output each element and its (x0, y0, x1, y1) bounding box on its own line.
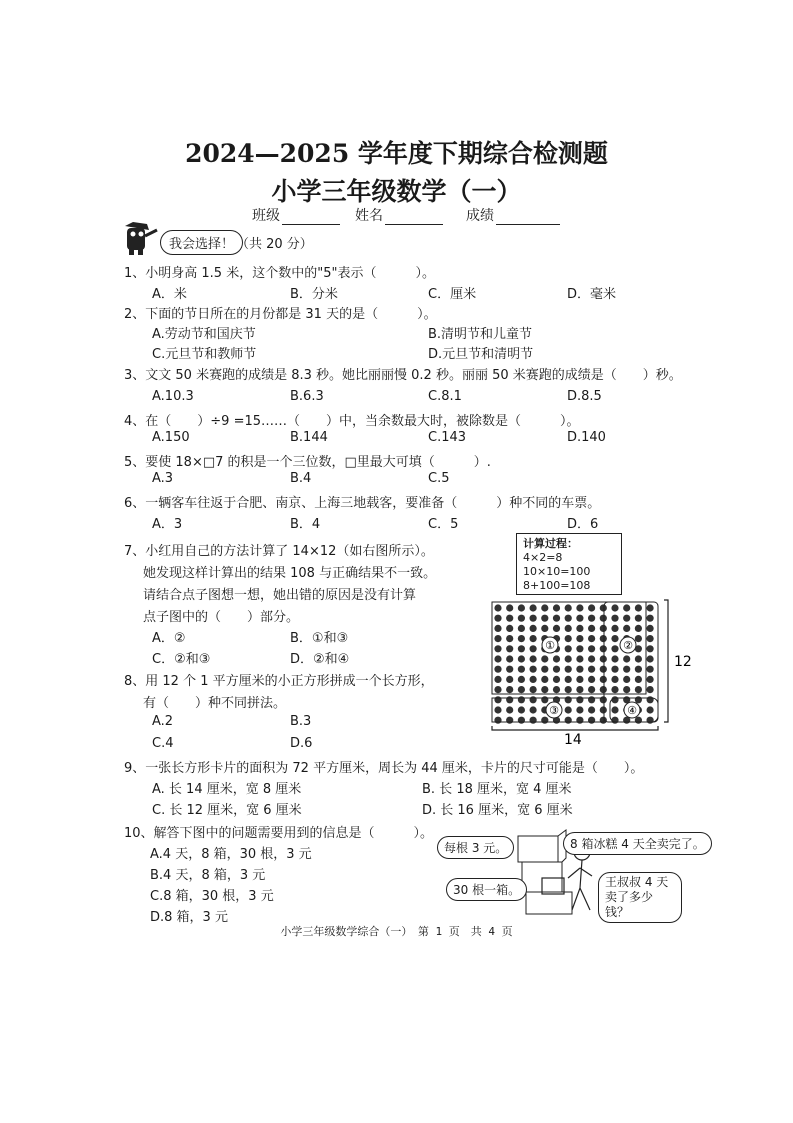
grid-dot (647, 604, 654, 611)
grid-dot (494, 645, 501, 652)
height-label: 12 (674, 654, 692, 670)
page-footer: 小学三年级数学综合（一） 第 1 页 共 4 页 (280, 925, 513, 938)
grid-dot (506, 666, 513, 673)
grid-dot (635, 686, 642, 693)
grid-dot (600, 676, 607, 683)
grid-dot (611, 625, 618, 632)
grid-dot (647, 625, 654, 632)
calc-line: 8+100=108 (523, 579, 591, 592)
grid-dot (494, 717, 501, 724)
section-score: （共 20 分） (236, 237, 313, 252)
grid-dot (506, 676, 513, 683)
grid-dot (588, 676, 595, 683)
grid-dot (611, 615, 618, 622)
dot-grid-figure (488, 598, 698, 748)
grid-dot (588, 625, 595, 632)
grid-dot (588, 666, 595, 673)
grid-dot (506, 645, 513, 652)
grid-dot (600, 717, 607, 724)
grid-dot (611, 696, 618, 703)
grid-dot (611, 706, 618, 713)
grid-dot (611, 676, 618, 683)
grid-dot (647, 645, 654, 652)
calculation-box (516, 533, 622, 595)
q2-option-d: D.元旦节和清明节 (428, 347, 534, 362)
q4-option-b: B.144 (290, 430, 328, 445)
q8-option-a: A.2 (152, 714, 174, 729)
q8-option-b: B.3 (290, 714, 312, 729)
grid-dot (635, 717, 642, 724)
name-label: 姓名 (355, 208, 383, 224)
q7-option-c: C．②和③ (152, 652, 211, 667)
grid-dot (647, 717, 654, 724)
region-1-label: ① (545, 639, 555, 652)
grid-dot (553, 655, 560, 662)
grid-dot (635, 655, 642, 662)
grid-dot (553, 666, 560, 673)
calc-title: 计算过程： (523, 537, 578, 550)
grid-dot (530, 696, 537, 703)
q9-option-b: B. 长 18 厘米，宽 4 厘米 (422, 782, 572, 797)
grid-dot (623, 676, 630, 683)
question-9-stem: 9、一张长方形卡片的面积为 72 平方厘米，周长为 44 厘米，卡片的尺寸可能是（ ）。 (124, 761, 644, 776)
grid-dot (647, 635, 654, 642)
name-field (355, 205, 443, 225)
grid-dot (565, 645, 572, 652)
q1-option-b: B．分米 (290, 287, 338, 302)
score-blank (496, 210, 560, 225)
q3-option-c: C.8.1 (428, 389, 462, 404)
grid-dot (530, 604, 537, 611)
grid-dot (588, 717, 595, 724)
grid-dot (518, 604, 525, 611)
q3-option-b: B.6.3 (290, 389, 324, 404)
grid-dot (647, 696, 654, 703)
grid-dot (576, 666, 583, 673)
grid-dot (541, 604, 548, 611)
question-6-stem: 6、一辆客车往返于合肥、南京、上海三地载客，要准备（ ）种不同的车票。 (124, 496, 601, 511)
grid-dot (518, 696, 525, 703)
grid-dot (635, 696, 642, 703)
region-3-label: ③ (549, 704, 559, 717)
q6-option-a: A．3 (152, 517, 183, 532)
q1-option-d: D．毫米 (567, 287, 617, 302)
question-8-line-1: 8、用 12 个 1 平方厘米的小正方形拼成一个长方形， (124, 674, 434, 689)
grid-dot (565, 604, 572, 611)
q9-option-a: A. 长 14 厘米，宽 8 厘米 (152, 782, 302, 797)
grid-dot (600, 706, 607, 713)
grid-dot (541, 676, 548, 683)
grid-dot (647, 706, 654, 713)
grid-dot (623, 604, 630, 611)
grid-dot (576, 686, 583, 693)
grid-dot (553, 625, 560, 632)
question-1-stem: 1、小明身高 1.5 米，这个数中的"5"表示（ ）。 (124, 266, 435, 281)
grid-dot (647, 655, 654, 662)
grid-dot (576, 635, 583, 642)
q2-option-a: A.劳动节和国庆节 (152, 327, 256, 342)
section-bubble: 我会选择！ (160, 230, 243, 255)
grid-dot (494, 625, 501, 632)
grid-dot (588, 615, 595, 622)
grid-dot (588, 655, 595, 662)
grid-dot (576, 625, 583, 632)
grid-dot (635, 615, 642, 622)
q6-option-b: B．4 (290, 517, 321, 532)
grid-dot (600, 696, 607, 703)
q4-option-d: D.140 (567, 430, 606, 445)
grid-dot (541, 615, 548, 622)
name-blank (385, 210, 443, 225)
question-4-stem: 4、在（ ）÷9 =15……（ ）中，当余数最大时，被除数是（ ）。 (124, 414, 580, 429)
q4-option-a: A.150 (152, 430, 190, 445)
grid-dot (623, 655, 630, 662)
grid-dot (611, 686, 618, 693)
grid-dot (530, 615, 537, 622)
question-3-stem: 3、文文 50 米赛跑的成绩是 8.3 秒。她比丽丽慢 0.2 秒。丽丽 50 米赛跑的成绩是（ ）秒。 (124, 368, 682, 383)
class-field (252, 205, 340, 225)
grid-dot (518, 666, 525, 673)
grid-dot (600, 615, 607, 622)
q8-option-d: D.6 (290, 736, 313, 751)
grid-dot (530, 645, 537, 652)
grid-dot (647, 666, 654, 673)
grid-dot (494, 676, 501, 683)
q7-option-a: A．② (152, 631, 186, 646)
width-label: 14 (564, 732, 582, 748)
grid-dot (541, 696, 548, 703)
width-bracket (492, 726, 658, 730)
grid-dot (541, 625, 548, 632)
question-8-line-2: 有（ ）种不同拼法。 (143, 696, 287, 711)
grid-dot (576, 604, 583, 611)
grid-dot (588, 604, 595, 611)
grid-dot (518, 706, 525, 713)
grid-dot (611, 666, 618, 673)
grid-dot (565, 686, 572, 693)
question-5-stem: 5、要使 18×□7 的积是一个三位数，□里最大可填（ ）. (124, 455, 491, 470)
grid-dot (494, 706, 501, 713)
score-label: 成绩 (466, 208, 494, 224)
grid-dot (541, 717, 548, 724)
q5-option-a: A.3 (152, 471, 174, 486)
grid-dot (635, 676, 642, 683)
grid-dot (506, 615, 513, 622)
q9-option-d: D. 长 16 厘米，宽 6 厘米 (422, 803, 573, 818)
grid-dot (600, 635, 607, 642)
grid-dot (647, 676, 654, 683)
grid-dot (541, 686, 548, 693)
grid-dot (565, 706, 572, 713)
question-2-stem: 2、下面的节日所在的月份都是 31 天的是（ ）。 (124, 307, 437, 322)
q8-option-c: C.4 (152, 736, 174, 751)
question-bubble: 王叔叔 4 天卖了多少钱？ (598, 872, 682, 923)
question-7-line-2: 她发现这样计算出的结果 108 与正确结果不一致。 (143, 566, 437, 581)
grid-dot (588, 635, 595, 642)
q10-option-b: B.4 天，8 箱，3 元 (150, 868, 266, 883)
grid-dot (553, 676, 560, 683)
grid-dot (494, 635, 501, 642)
q3-option-d: D.8.5 (567, 389, 602, 404)
grid-dot (506, 604, 513, 611)
class-label: 班级 (252, 208, 280, 224)
q10-option-d: D.8 箱，3 元 (150, 910, 228, 925)
grid-dot (588, 706, 595, 713)
grid-dot (647, 615, 654, 622)
boxes-sold-bubble: 8 箱冰糕 4 天全卖完了。 (563, 832, 712, 855)
height-bracket (664, 600, 668, 722)
grid-dot (494, 666, 501, 673)
grid-dot (635, 604, 642, 611)
exam-subtitle: 小学三年级数学（一） (271, 177, 522, 206)
grid-dot (623, 666, 630, 673)
grid-dot (576, 706, 583, 713)
q10-option-a: A.4 天，8 箱，30 根，3 元 (150, 847, 312, 862)
region-4-label: ④ (627, 704, 637, 717)
question-7-line-3: 请结合点子图想一想，她出错的原因是没有计算 (143, 588, 417, 603)
grid-dot (565, 666, 572, 673)
mascot-icon (121, 222, 161, 256)
grid-dot (530, 655, 537, 662)
grid-dot (600, 625, 607, 632)
q4-option-c: C.143 (428, 430, 467, 445)
grid-dot (576, 645, 583, 652)
grid-dot (647, 686, 654, 693)
q1-option-c: C．厘米 (428, 287, 477, 302)
q10-option-c: C.8 箱，30 根，3 元 (150, 889, 274, 904)
grid-dot (588, 696, 595, 703)
grid-dot (576, 676, 583, 683)
grid-dot (600, 655, 607, 662)
grid-dot (530, 666, 537, 673)
q9-option-c: C. 长 12 厘米，宽 6 厘米 (152, 803, 302, 818)
q6-option-c: C．5 (428, 517, 459, 532)
grid-dot (576, 717, 583, 724)
grid-dot (553, 604, 560, 611)
q5-option-b: B.4 (290, 471, 312, 486)
grid-dot (565, 615, 572, 622)
grid-dot (553, 615, 560, 622)
grid-dot (588, 686, 595, 693)
grid-dot (635, 635, 642, 642)
grid-dot (506, 686, 513, 693)
grid-dot (576, 655, 583, 662)
grid-dot (576, 696, 583, 703)
grid-dot (623, 615, 630, 622)
calc-line: 4×2=8 (523, 551, 563, 564)
grid-dot (565, 625, 572, 632)
grid-dot (530, 717, 537, 724)
q7-option-d: D．②和④ (290, 652, 350, 667)
grid-dot (588, 645, 595, 652)
q2-option-c: C.元旦节和教师节 (152, 347, 257, 362)
grid-dot (530, 706, 537, 713)
grid-dot (565, 717, 572, 724)
grid-dot (623, 686, 630, 693)
grid-dot (635, 666, 642, 673)
per-box-bubble: 30 根一箱。 (446, 878, 527, 901)
grid-dot (600, 604, 607, 611)
question-10-stem: 10、解答下图中的问题需要用到的信息是（ ）。 (124, 826, 434, 841)
grid-dot (518, 717, 525, 724)
grid-dot (518, 686, 525, 693)
grid-dot (494, 686, 501, 693)
grid-dot (611, 645, 618, 652)
grid-dot (518, 645, 525, 652)
grid-dot (518, 655, 525, 662)
q7-option-b: B．①和③ (290, 631, 349, 646)
q3-option-a: A.10.3 (152, 389, 194, 404)
grid-dot (494, 615, 501, 622)
grid-dot (576, 615, 583, 622)
grid-dot (506, 635, 513, 642)
grid-dot (518, 635, 525, 642)
grid-dot (611, 604, 618, 611)
grid-dot (518, 615, 525, 622)
grid-dot (518, 676, 525, 683)
grid-dot (623, 625, 630, 632)
grid-dot (553, 686, 560, 693)
grid-dot (565, 655, 572, 662)
grid-dot (530, 686, 537, 693)
grid-dot (506, 717, 513, 724)
exam-title: 2024—2025 学年度下期综合检测题 (185, 139, 608, 168)
grid-dot (565, 696, 572, 703)
class-blank (282, 210, 340, 225)
q1-option-a: A．米 (152, 287, 187, 302)
grid-dot (506, 696, 513, 703)
grid-dot (600, 686, 607, 693)
grid-dot (530, 635, 537, 642)
q6-option-d: D．6 (567, 517, 599, 532)
grid-dot (494, 604, 501, 611)
question-7-line-1: 7、小红用自己的方法计算了 14×12（如右图所示）。 (124, 544, 434, 559)
question-7-line-4: 点子图中的（ ）部分。 (143, 610, 300, 625)
grid-dot (611, 717, 618, 724)
grid-dot (600, 645, 607, 652)
calc-line: 10×10=100 (523, 565, 591, 578)
grid-dot (611, 635, 618, 642)
price-bubble: 每根 3 元。 (437, 836, 514, 859)
grid-dot (541, 666, 548, 673)
grid-dot (565, 635, 572, 642)
q2-option-b: B.清明节和儿童节 (428, 327, 533, 342)
grid-dot (506, 655, 513, 662)
grid-dot (541, 655, 548, 662)
grid-dot (506, 625, 513, 632)
score-field (466, 205, 560, 225)
grid-dot (611, 655, 618, 662)
grid-dot (494, 696, 501, 703)
grid-dot (565, 676, 572, 683)
grid-dot (530, 625, 537, 632)
grid-dot (518, 625, 525, 632)
region-2-label: ② (623, 639, 633, 652)
grid-dot (635, 625, 642, 632)
q5-option-c: C.5 (428, 471, 450, 486)
grid-dot (494, 655, 501, 662)
grid-dot (600, 666, 607, 673)
grid-dot (530, 676, 537, 683)
grid-dot (506, 706, 513, 713)
